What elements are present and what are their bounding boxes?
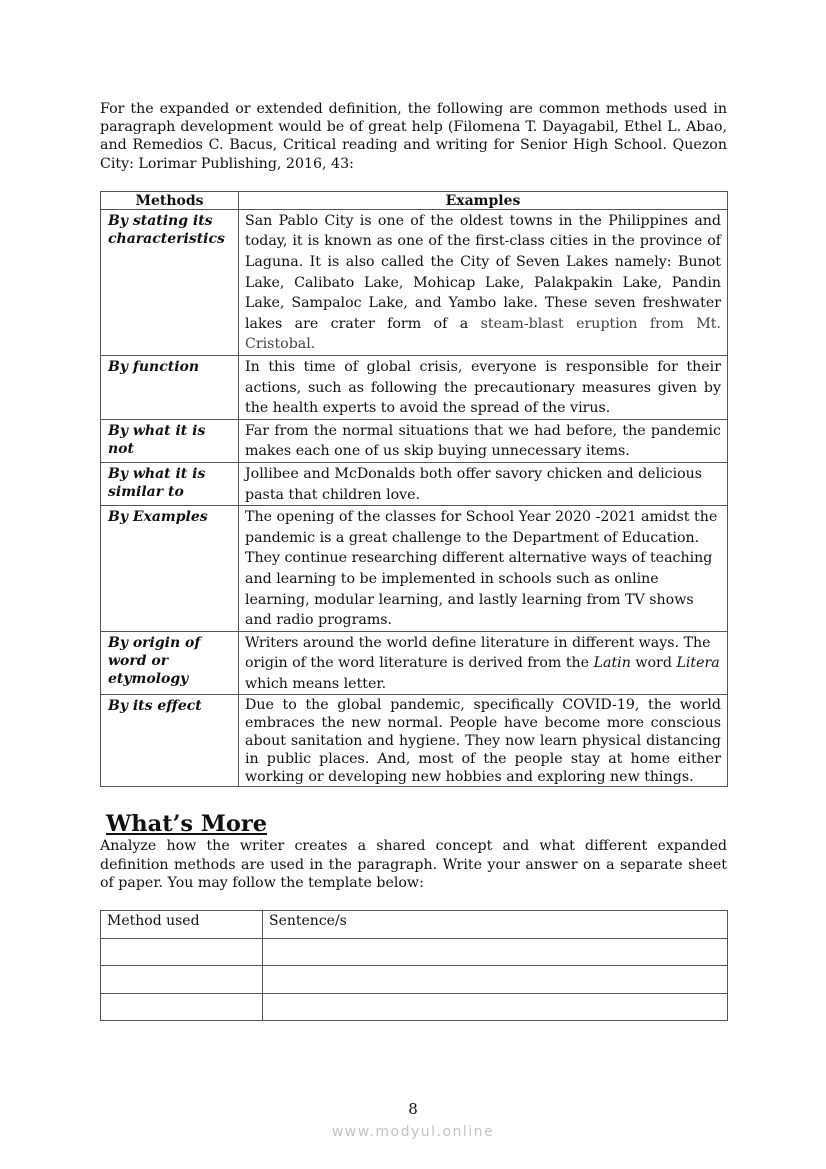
empty-cell: [101, 993, 263, 1021]
table-row: [101, 419, 728, 462]
method-cell: By what it is not: [101, 419, 239, 462]
empty-cell: [263, 993, 728, 1021]
section-heading-whats-more: What’s More: [106, 811, 268, 838]
table-row: [101, 695, 728, 787]
column-header-methods: Methods: [101, 191, 239, 209]
example-cell: In this time of global crisis, everyone is responsible for their actions, such as following the precautionary measures given by the health experts to avoid the spread of the virus.: [239, 355, 728, 419]
example-cell: Far from the normal situations that we had before, the pandemic makes each one of us skip buying unnecessary items.: [239, 419, 728, 462]
page-number: 8: [408, 1100, 418, 1118]
answer-template-table: [100, 910, 728, 1021]
empty-cell: [263, 938, 728, 966]
empty-cell: [101, 938, 263, 966]
method-cell: By origin of word or etymology: [101, 631, 239, 695]
example-text: San Pablo City is one of the oldest towns in the Philippines and today, it is known as one of the first-class cities in the province of Laguna. It is also called the City of Seven Lakes namely: Bunot Lake, Calibato Lake, Mohicap Lake, Palakpakin Lake, Pandin Lake, Sampaloc Lake, and Yambo lake. These seven freshwater lakes are crater form of a: [245, 212, 721, 332]
empty-cell: [263, 966, 728, 994]
example-text: Writers around the world define literature in different ways. The origin of the word literature is derived from the: [245, 634, 711, 672]
template-header-row: [101, 911, 728, 939]
example-text-tail: steam-blast eruption from Mt. Cristobal.: [245, 315, 721, 353]
intro-paragraph: For the expanded or extended definition, the following are common methods used in paragraph development would be of great help (Filomena T. Dayagabil, Ethel L. Abao, and Remedios C. Bacus, Critical reading and writing for Senior High School. Quezon City: Lorimar Publishing, 2016, 43:: [100, 101, 727, 172]
table-row: [101, 462, 728, 505]
example-cell: [239, 631, 728, 695]
example-text: word: [630, 655, 677, 672]
example-italic-litera: Litera: [676, 655, 720, 672]
methods-table: [100, 191, 728, 788]
table-row: [101, 209, 728, 355]
method-cell: By Examples: [101, 506, 239, 632]
example-cell: Jollibee and McDonalds both offer savory chicken and delicious pasta that children love.: [239, 462, 728, 505]
empty-cell: [101, 966, 263, 994]
example-cell: Due to the global pandemic, specifically COVID-19, the world embraces the new normal. People have become more conscious about sanitation and hygiene. They now learn physical distancing in public places. And, most of the people stay at home either working or developing new hobbies and exploring new things.: [239, 695, 728, 787]
document-page: [100, 100, 727, 1021]
example-text: which means letter.: [245, 675, 387, 692]
template-header-method: Method used: [101, 911, 263, 939]
table-header-row: [101, 191, 728, 209]
method-cell: By what it is similar to: [101, 462, 239, 505]
table-row: [101, 631, 728, 695]
method-cell: By its effect: [101, 695, 239, 787]
example-cell: The opening of the classes for School Year 2020 -2021 amidst the pandemic is a great challenge to the Department of Education. They continue researching different alternative ways of teaching and learning to be implemented in schools such as online learning, modular learning, and lastly learning from TV shows and radio programs.: [239, 506, 728, 632]
instructions-paragraph: Analyze how the writer creates a shared concept and what different expanded definition methods are used in the paragraph. Write your answer on a separate sheet of paper. You may follow the template below:: [100, 838, 727, 891]
template-empty-row: [101, 938, 728, 966]
example-italic-latin: Latin: [593, 655, 631, 672]
watermark: www.modyul.online: [331, 1124, 495, 1140]
example-cell: [239, 209, 728, 355]
template-empty-row: [101, 993, 728, 1021]
column-header-examples: Examples: [239, 191, 728, 209]
table-row: [101, 355, 728, 419]
table-row: [101, 506, 728, 632]
method-cell: By stating its characteristics: [101, 209, 239, 355]
template-header-sentences: Sentence/s: [263, 911, 728, 939]
template-empty-row: [101, 966, 728, 994]
method-cell: By function: [101, 355, 239, 419]
